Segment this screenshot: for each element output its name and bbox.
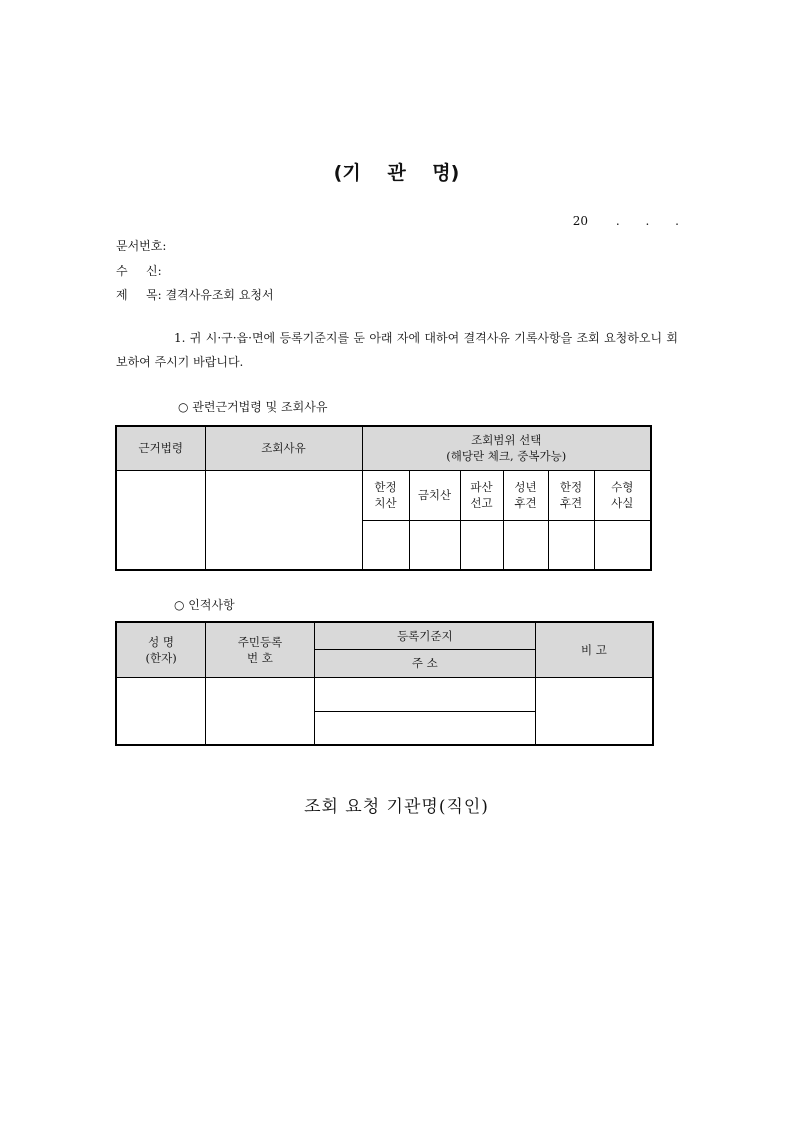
subject-line: [116, 286, 274, 303]
date-sep-3: .: [675, 214, 679, 228]
personal-info-table: [115, 621, 654, 746]
scope-label-incompetence: 금치산: [409, 470, 460, 520]
rrn-value-cell[interactable]: [206, 677, 315, 745]
header-scope: [362, 426, 651, 470]
scope-label-criminal-record: 수형 사실: [594, 470, 651, 520]
law-value-cell[interactable]: [116, 470, 205, 570]
scope-check-6[interactable]: [594, 520, 651, 570]
header-base-address: 등록기준지: [314, 622, 535, 649]
scope-check-5[interactable]: [548, 520, 594, 570]
header-reason: 조회사유: [205, 426, 362, 470]
law-reason-table: [115, 425, 652, 571]
date-sep-1: .: [615, 214, 620, 228]
title-part-1: (기: [333, 162, 361, 184]
doc-number-line: [116, 237, 166, 254]
header-scope-line1: 조회범위 선택: [471, 433, 542, 448]
header-name: 성 명 (한자): [116, 622, 206, 677]
scope-label-limited-incompetence: 한정 치산: [362, 470, 409, 520]
date-line: [573, 214, 679, 228]
header-rrn: 주민등록 번 호: [206, 622, 315, 677]
recipient-label-2: 신:: [146, 264, 162, 278]
date-year: 20: [572, 214, 589, 228]
title-part-3: 명): [432, 162, 460, 184]
section1-label: ○ 관련근거법령 및 조회사유: [178, 400, 328, 414]
scope-label-adult-guardianship: 성년 후견: [503, 470, 548, 520]
recipient-line: [116, 262, 162, 279]
subject-value: 결격사유조회 요청서: [165, 288, 274, 302]
name-value-cell[interactable]: [116, 677, 206, 745]
scope-label-limited-guardianship: 한정 후견: [548, 470, 594, 520]
reason-value-cell[interactable]: [205, 470, 362, 570]
scope-label-bankruptcy: 파산 선고: [460, 470, 503, 520]
scope-check-1[interactable]: [362, 520, 409, 570]
request-paragraph: 1. 귀 시·구·읍·면에 등록기준지를 둔 아래 자에 대하여 결격사유 기록사항을 조회 요청하오니 회보하여 주시기 바랍니다.: [116, 331, 678, 369]
subject-label-2: 목:: [146, 288, 162, 302]
scope-check-3[interactable]: [460, 520, 503, 570]
header-address: 주 소: [314, 649, 535, 677]
recipient-label-1: 수: [116, 264, 128, 278]
base-address-value-cell[interactable]: [314, 677, 535, 711]
page-title: [0, 158, 793, 185]
date-sep-2: .: [645, 214, 650, 228]
header-scope-line2: (해당란 체크, 중복가능): [446, 449, 567, 464]
title-part-2: 관: [387, 162, 406, 184]
scope-check-4[interactable]: [503, 520, 548, 570]
header-law: 근거법령: [116, 426, 205, 470]
remarks-value-cell[interactable]: [535, 677, 653, 745]
subject-label-1: 제: [116, 288, 128, 302]
section2-label: ○ 인적사항: [174, 598, 235, 612]
scope-check-2[interactable]: [409, 520, 460, 570]
requesting-agency-signature: 조회 요청 기관명(직인): [304, 797, 489, 817]
doc-number-label: 문서번호:: [116, 239, 167, 253]
header-remarks: 비 고: [535, 622, 653, 677]
address-value-cell[interactable]: [314, 711, 535, 745]
